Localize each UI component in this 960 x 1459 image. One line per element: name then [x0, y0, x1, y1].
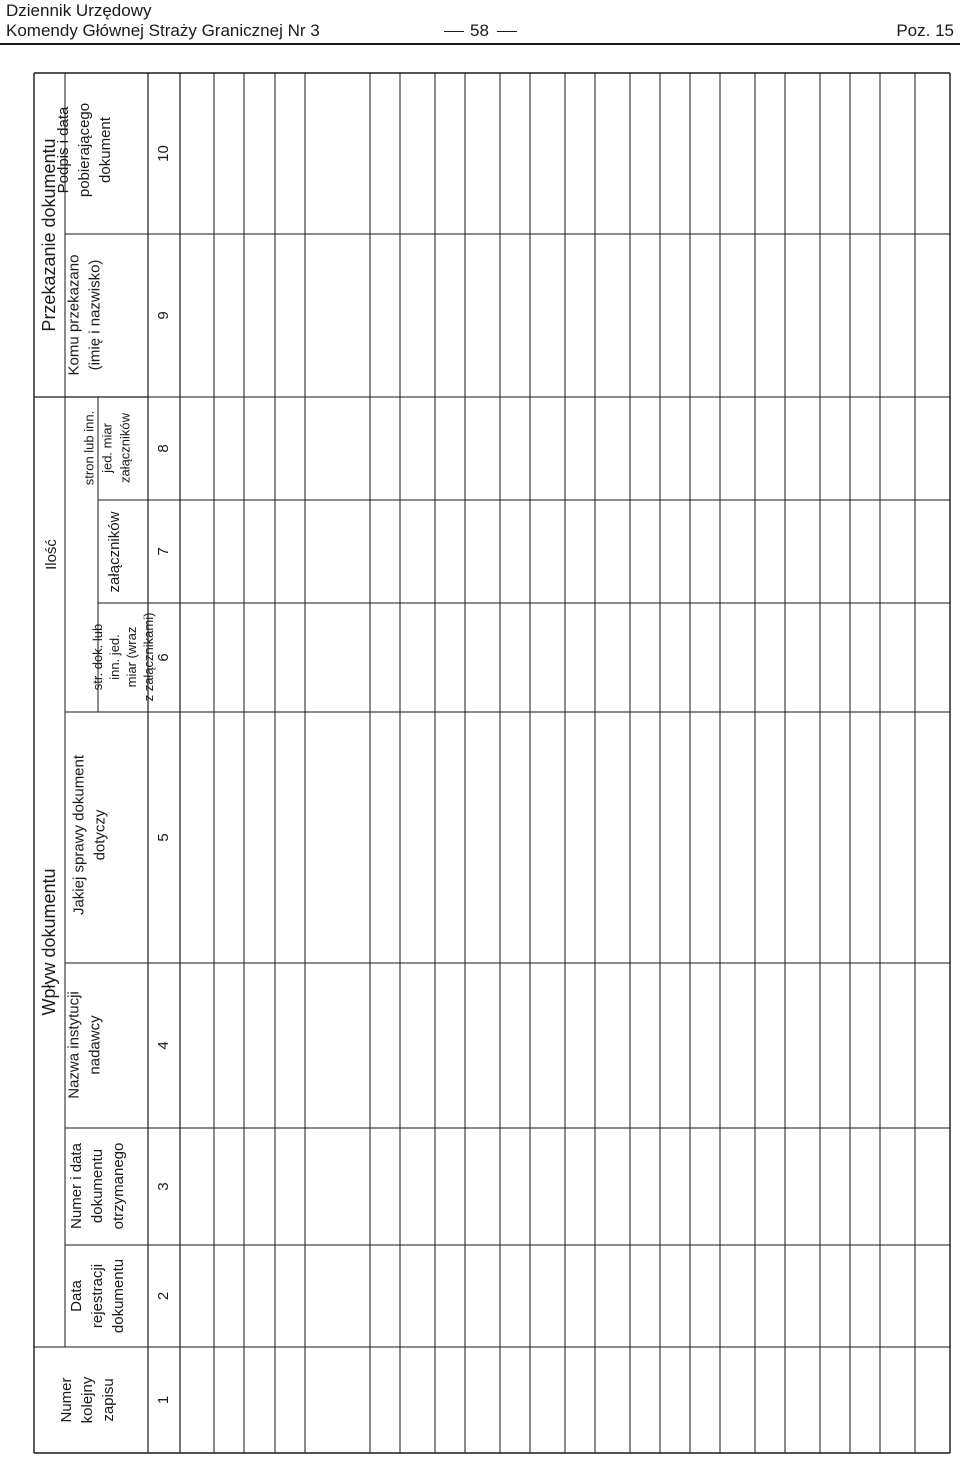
- column-header-9: [65, 255, 103, 376]
- journal-issue: Komendy Głównej Straży Granicznej Nr 3: [6, 21, 320, 40]
- page-number: 58: [470, 21, 489, 40]
- column-number-8: [155, 444, 172, 452]
- column-header-1-line: Numer: [57, 1377, 75, 1423]
- column-header-7: [106, 511, 123, 592]
- column-number-9: [155, 311, 172, 319]
- column-number-5-line: 5: [154, 833, 172, 842]
- column-header-10: [55, 103, 114, 197]
- column-number-9-line: 9: [154, 311, 172, 320]
- column-header-8: [81, 411, 132, 485]
- column-header-1-line: zapisu: [99, 1378, 117, 1422]
- column-header-6-line: inn. jed.: [106, 634, 122, 680]
- column-header-9-line: Komu przekazano: [65, 254, 83, 376]
- column-number-6-line: 6: [154, 653, 172, 662]
- column-header-7-line: załączników: [105, 511, 123, 593]
- column-header-1: [58, 1376, 117, 1423]
- column-number-7: [155, 547, 172, 555]
- column-header-10-line: pobierającego: [75, 102, 93, 198]
- column-number-10-line: 10: [154, 145, 172, 162]
- column-header-4-line: nadawcy: [86, 1015, 104, 1075]
- position-label: Poz. 15: [896, 21, 954, 40]
- column-header-10-line: Podpis i data: [54, 106, 72, 194]
- column-number-10: [155, 145, 172, 162]
- column-header-8-line: załączników: [117, 412, 133, 484]
- column-number-3-line: 3: [154, 1182, 172, 1191]
- column-number-1: [155, 1396, 172, 1404]
- group-label-ilosc-line: Ilość: [42, 539, 60, 570]
- column-header-3: [68, 1142, 127, 1229]
- column-header-4-line: Nazwa instytucji: [65, 991, 83, 1099]
- journal-title: Dziennik Urzędowy: [6, 1, 152, 20]
- column-header-5-line: Jakiej sprawy dokument: [70, 754, 88, 916]
- group-label-wplyw-line: Wpływ dokumentu: [38, 868, 59, 1016]
- column-header-6-line: str. dok. lub: [89, 623, 105, 691]
- column-number-2-line: 2: [154, 1291, 172, 1301]
- column-header-3-line: dokumentu: [88, 1148, 106, 1224]
- column-header-10-line: dokument: [96, 117, 114, 183]
- column-header-8-line: jed. miar: [99, 423, 115, 473]
- column-number-6: [155, 653, 172, 661]
- column-number-3: [155, 1182, 172, 1190]
- column-header-3-line: otrzymanego: [109, 1142, 127, 1230]
- column-header-2: [68, 1259, 127, 1333]
- column-number-8-line: 8: [154, 444, 172, 453]
- column-header-3-line: Numer i data: [67, 1143, 85, 1229]
- column-header-6: [90, 613, 156, 702]
- column-header-1-line: kolejny: [78, 1376, 96, 1424]
- group-label-ilosc: [43, 539, 60, 570]
- column-number-2: [155, 1292, 172, 1300]
- column-number-5: [155, 833, 172, 841]
- group-label-wplyw: [39, 868, 59, 1015]
- column-header-6-line: miar (wraz: [123, 626, 139, 688]
- group-label-przekazanie-line: Przekazanie dokumentu: [38, 138, 59, 332]
- column-header-9-line: (imię i nazwisko): [86, 259, 104, 371]
- column-number-1-line: 1: [154, 1395, 172, 1405]
- column-header-4: [65, 991, 103, 1099]
- column-header-8-line: stron lub inn.: [81, 410, 97, 486]
- column-number-4: [155, 1041, 172, 1049]
- column-number-4-line: 4: [154, 1041, 172, 1050]
- column-header-2-line: dokumentu: [109, 1258, 127, 1334]
- column-header-2-line: rejestracji: [88, 1263, 106, 1329]
- column-header-6-line: z załącznikami): [140, 612, 156, 702]
- column-header-5-line: dotyczy: [91, 809, 109, 861]
- column-header-2-line: Data: [67, 1280, 85, 1312]
- column-number-7-line: 7: [154, 547, 172, 556]
- column-header-5: [70, 754, 108, 915]
